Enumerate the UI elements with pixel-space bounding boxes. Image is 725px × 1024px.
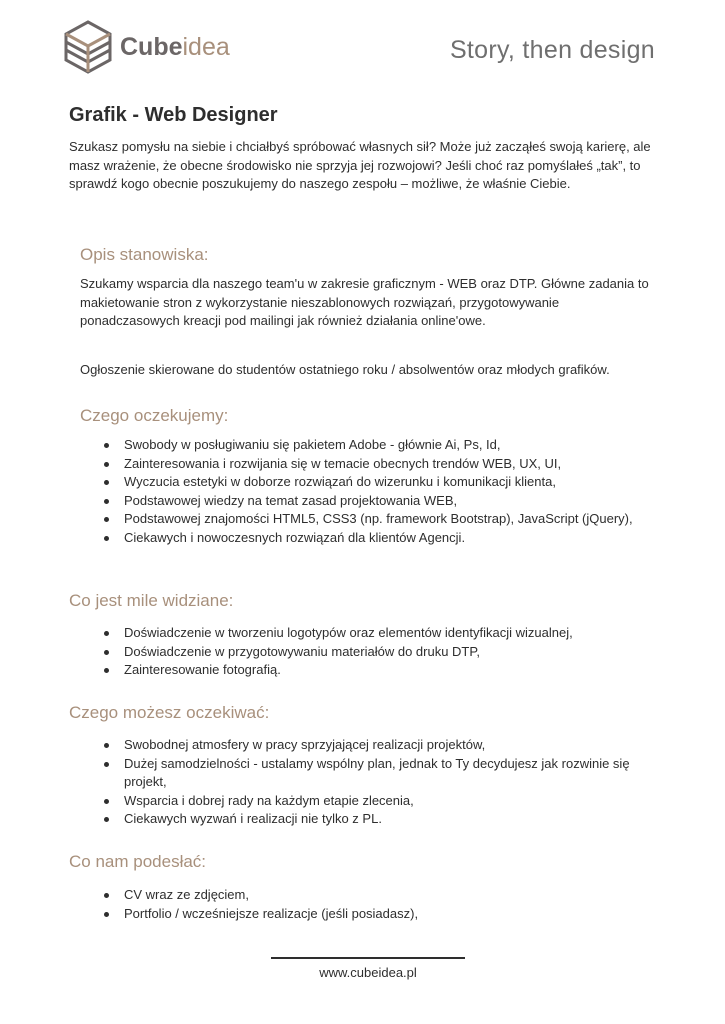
logo-wordmark-part2: idea <box>182 32 230 61</box>
list-czego-mozesz-oczekiwac <box>104 736 664 829</box>
list-item: Zainteresowania i rozwijania się w temacie obecnych trendów WEB, UX, UI, <box>104 455 644 474</box>
logo-wordmark <box>120 32 230 61</box>
footer-website-link[interactable]: www.cubeidea.pl <box>319 965 417 980</box>
cubeidea-logo <box>64 20 230 74</box>
cube-logo-icon <box>64 20 112 74</box>
list-item: Podstawowej znajomości HTML5, CSS3 (np. framework Bootstrap), JavaScript (jQuery), <box>104 510 644 529</box>
list-co-nam-podeslac <box>104 886 644 923</box>
page-title: Grafik - Web Designer <box>69 104 278 126</box>
heading-co-jest-mile-widziane: Co jest mile widziane: <box>69 591 234 610</box>
page-header <box>0 0 725 90</box>
list-item: Ciekawych wyzwań i realizacji nie tylko z PL. <box>104 810 664 829</box>
list-co-jest-mile-widziane <box>104 624 644 680</box>
heading-opis-stanowiska: Opis stanowiska: <box>80 245 209 264</box>
intro-paragraph: Szukasz pomysłu na siebie i chciałbyś spróbować własnych sił? Może już zacząłeś swoją karierę, ale masz wrażenie, że obecne środowisko nie sprzyja jej rozwojowi? Jeśli choć raz pomyślałeś „tak”, to sprawdź kogo obecnie poszukujemy do naszego zespołu – możliwe, że właśnie Ciebie. <box>69 139 651 191</box>
list-item: Wyczucia estetyki w doborze rozwiązań do wizerunku i komunikacji klienta, <box>104 473 644 492</box>
list-item: Podstawowej wiedzy na temat zasad projektowania WEB, <box>104 492 644 511</box>
list-czego-oczekujemy <box>104 436 644 547</box>
list-item: Swobodnej atmosfery w pracy sprzyjającej realizacji projektów, <box>104 736 664 755</box>
list-item: CV wraz ze zdjęciem, <box>104 886 644 905</box>
heading-co-nam-podeslac: Co nam podesłać: <box>69 852 207 871</box>
heading-czego-oczekujemy: Czego oczekujemy: <box>80 406 229 425</box>
list-item: Portfolio / wcześniejsze realizacje (jeśli posiadasz), <box>104 905 644 924</box>
heading-czego-mozesz-oczekiwac: Czego możesz oczekiwać: <box>69 703 270 722</box>
list-item: Ciekawych i nowoczesnych rozwiązań dla klientów Agencji. <box>104 529 644 548</box>
footer-divider <box>271 957 465 959</box>
tagline: Story, then design <box>449 36 655 64</box>
list-item: Dużej samodzielności - ustalamy wspólny plan, jednak to Ty decydujesz jak rozwinie się projekt, <box>104 755 664 792</box>
list-item: Doświadczenie w tworzeniu logotypów oraz elementów identyfikacji wizualnej, <box>104 624 644 643</box>
list-item: Wsparcia i dobrej rady na każdym etapie zlecenia, <box>104 792 664 811</box>
list-item: Zainteresowanie fotografią. <box>104 661 644 680</box>
list-item: Swobody w posługiwaniu się pakietem Adobe - głównie Ai, Ps, Id, <box>104 436 644 455</box>
logo-wordmark-part1: Cube <box>120 32 183 61</box>
list-item: Doświadczenie w przygotowywaniu materiałów do druku DTP, <box>104 643 644 662</box>
opis-paragraph-1: Szukamy wsparcia dla naszego team'u w zakresie graficznym - WEB oraz DTP. Główne zadania to makietowanie stron z wykorzystanie nieszablonowych rozwiązań, przygotowywanie ponadczasowych kreacji pod mailingi jak również działania online'owe. <box>80 276 649 328</box>
opis-paragraph-2: Ogłoszenie skierowane do studentów ostatniego roku / absolwentów oraz młodych grafików. <box>80 362 610 377</box>
